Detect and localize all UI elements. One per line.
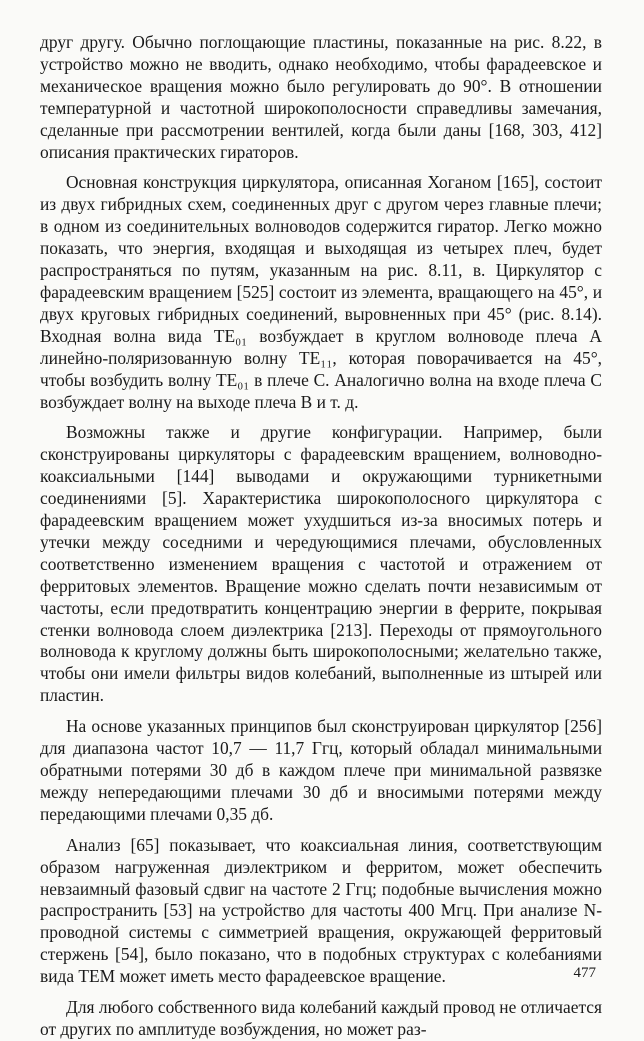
paragraph-3: Возможны также и другие конфигурации. Например, были сконструированы циркуляторы с фарадеевским вращением, волноводно-коаксиальными [144] выводами и окружающими турникетными соединениями [5]. Характеристика широкополосного циркулятора с фарадеевским вращением может ухудшиться из-за вносимых потерь и утечки между соседними и чередующимися плечами, обусловленных соответственно изменением вращения с частотой и отражением от ферритовых элементов. Вращение можно сделать почти независимым от частоты, если предотвратить концентрацию энергии в феррите, покрывая стенки волновода слоем диэлектрика [213]. Переходы от прямоугольного волновода к круглому должны быть широкополосными; желательно также, чтобы они имели фильтры видов колебаний, выполненные из штырей или пластин. bbox=[40, 422, 602, 706]
page-number: 477 bbox=[573, 965, 596, 981]
paragraph-2: Основная конструкция циркулятора, описанная Хоганом [165], состоит из двух гибридных схем, соединенных друг с другом через главные плечи; в одном из соединительных волноводов содержится гиратор. Легко можно показать, что энергия, входящая и выходящая из четырех плеч, будет распространяться по путям, указанным на рис. 8.11, в. Циркулятор с фарадеевским вращением [525] состоит из элемента, вращающего на 45°, и двух круговых гибридных соединений, выровненных при 45° (рис. 8.14). Входная волна вида TE₀₁ возбуждает в круглом волноводе плеча A линейно-поляризованную волну TE₁₁, которая поворачивается на 45°, чтобы возбудить волну TE₀₁ в плече C. Аналогично волна на входе плеча C возбуждает волну на выходе плеча B и т. д. bbox=[40, 172, 602, 412]
paragraph-1: друг другу. Обычно поглощающие пластины, показанные на рис. 8.22, в устройство можно не вводить, однако необходимо, чтобы фарадеевское и механическое вращения можно было регулировать до 90°. В отношении температурной и частотной широкополосности справедливы замечания, сделанные при рассмотрении вентилей, когда были даны [168, 303, 412] описания практических гираторов. bbox=[40, 32, 602, 162]
paragraph-4: На основе указанных принципов был сконструирован циркулятор [256] для диапазона частот 10,7 — 11,7 Ггц, который обладал минимальными обратными потерями 30 дб в каждом плече при минимальной развязке между непередающими плечами 30 дб и вносимыми потерями между передающими плечами 0,35 дб. bbox=[40, 716, 602, 824]
paragraph-6: Для любого собственного вида колебаний каждый провод не отличается от других по амплитуде возбуждения, но может раз- bbox=[40, 997, 602, 1039]
paragraph-5: Анализ [65] показывает, что коаксиальная линия, соответствующим образом нагруженная диэлектриком и ферритом, может обеспечить невзаимный фазовый сдвиг на частоте 2 Ггц; подобные вычисления можно распространить [53] на устройство для частоты 400 Мгц. При анализе N-проводной системы с симметрией вращения, окружающей ферритовый стержень [54], было показано, что в подобных структурах с колебаниями вида TEM может иметь место фарадеевское вращение. bbox=[40, 834, 602, 987]
